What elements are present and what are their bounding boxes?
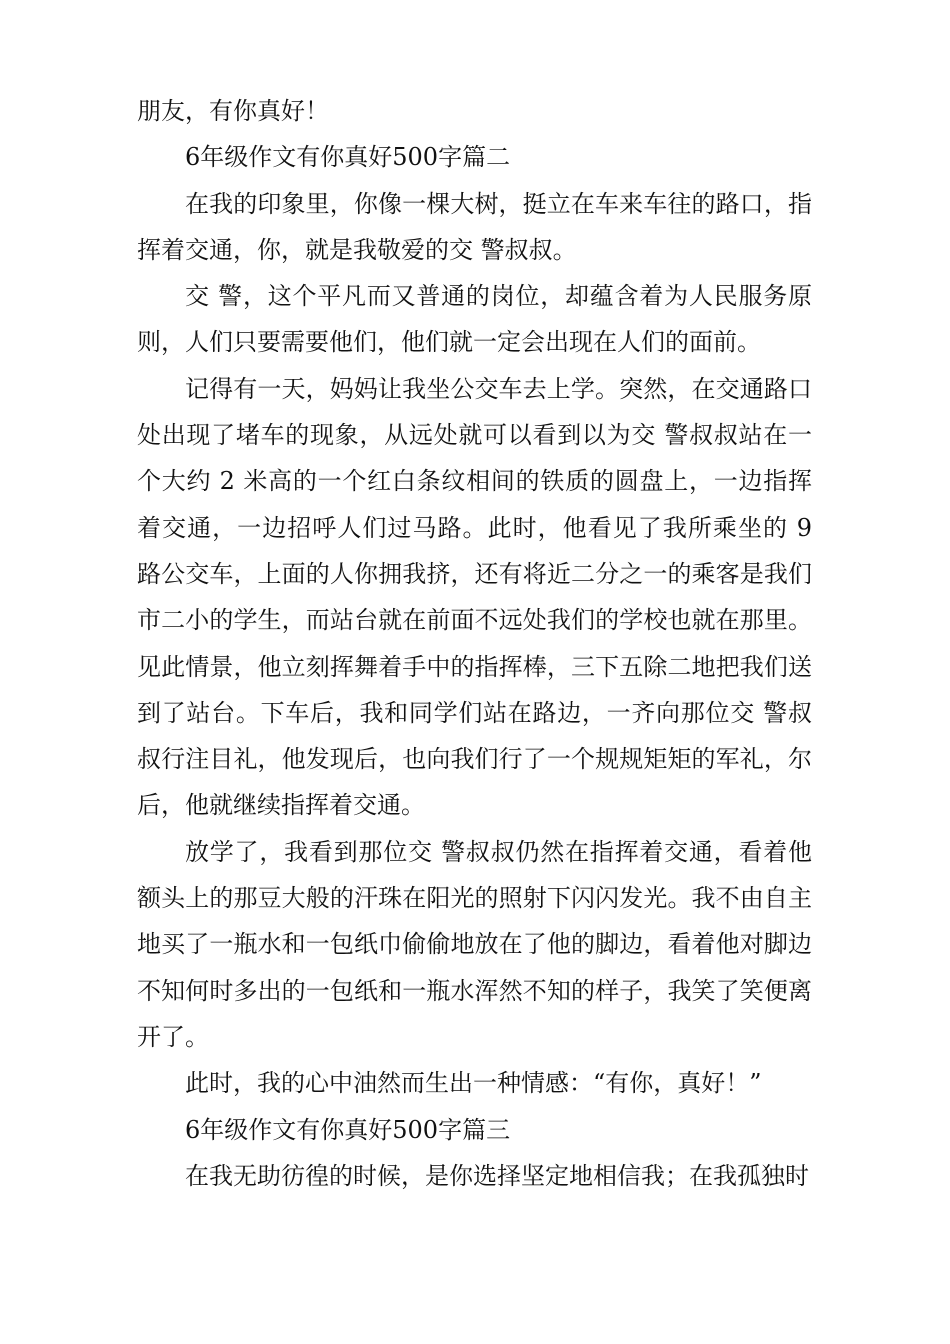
- paragraph-essay-3-start: 在我无助彷徨的时候，是你选择坚定地相信我；在我孤独时: [185, 1161, 809, 1190]
- paragraph-closing-line: 朋友，有你真好！: [137, 97, 329, 125]
- section-heading-2: 6年级作文有你真好500字篇二: [185, 143, 511, 172]
- paragraph-story: 记得有一天，妈妈让我坐公交车去上学。突然，在交通路口处出现了堵车的现象，从远处就可以看到以为交 警叔叔站在一个大约 2 米高的一个红白条纹相间的铁质的圆盘上，一边指挥着交通，一边招呼人们过马路。此时，他看见了我所乘坐的 9 路公交车，上面的人你拥我挤，还有将近二分之一的乘客是我们市二小的学生，而站台就在前面不远处我们的学校也就在那里。见此情景，他立刻挥舞着手中的指挥棒，三下五除二地把我们送到了站台。下车后，我和同学们站在路边，一齐向那位交 警叔叔行注目礼，他发现后，也向我们行了一个规规矩矩的军礼，尔后，他就继续指挥着交通。: [137, 374, 812, 820]
- paragraph-job: 交 警，这个平凡而又普通的岗位，却蕴含着为人民服务原则，人们只要需要他们，他们就一定会出现在人们的面前。: [137, 282, 812, 357]
- document-body: [137, 88, 812, 1199]
- paragraph-feeling: 此时，我的心中油然而生出一种情感：“有你，真好！”: [185, 1069, 762, 1098]
- paragraph-intro: 在我的印象里，你像一棵大树，挺立在车来车往的路口，指挥着交通，你，就是我敬爱的交 警叔叔。: [137, 189, 812, 264]
- paragraph-after-school: 放学了，我看到那位交 警叔叔仍然在指挥着交通，看着他额头上的那豆大般的汗珠在阳光的照射下闪闪发光。我不由自主地买了一瓶水和一包纸巾偷偷地放在了他的脚边，看着他对脚边不知何时多出的一包纸和一瓶水浑然不知的样子，我笑了笑便离开了。: [137, 837, 812, 1051]
- section-heading-3: 6年级作文有你真好500字篇三: [185, 1115, 511, 1144]
